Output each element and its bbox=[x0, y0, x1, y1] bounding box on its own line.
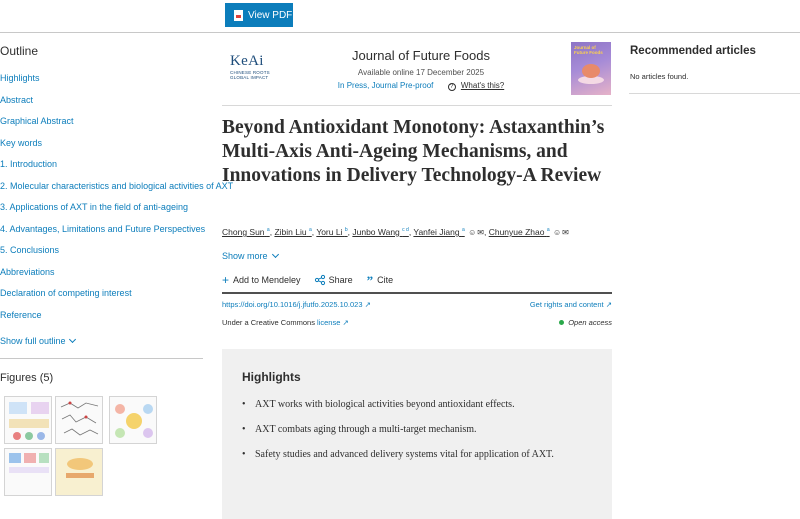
question-circle-icon: ? bbox=[448, 83, 456, 91]
external-link-icon: ↗ bbox=[605, 300, 612, 309]
author-name: Junbo Wang bbox=[352, 227, 400, 237]
figure-thumbnail-1[interactable] bbox=[4, 396, 52, 444]
outline-item-advantages[interactable]: 4. Advantages, Limitations and Future Perspectives bbox=[0, 223, 206, 234]
doi-text: https://doi.org/10.1016/j.jfutfo.2025.10.023 bbox=[222, 300, 363, 309]
journal-cover-image[interactable] bbox=[571, 42, 611, 95]
open-access-dot-icon bbox=[559, 320, 564, 325]
author-list: Chong Sun $^a$, Zibin Liu $^a$, Yoru Li $^b$, Junbo Wang $^{c d}$, Yanfei Jiang $^a$ ☺✉, Chunyue Zhao $^a$ ☺✉ bbox=[222, 227, 569, 237]
chevron-down-icon bbox=[69, 336, 76, 343]
outline-divider bbox=[0, 358, 203, 359]
actions-divider bbox=[222, 292, 612, 294]
doi-link[interactable] bbox=[222, 300, 371, 309]
outline-item-abbreviations[interactable]: Abbreviations bbox=[0, 266, 55, 277]
highlight-item: • AXT works with biological activities beyond antioxidant effects. bbox=[242, 398, 562, 412]
figure-thumbnail-4[interactable] bbox=[4, 448, 52, 496]
author-link[interactable] bbox=[222, 227, 270, 237]
author-name: Yoru Li bbox=[316, 227, 343, 237]
article-actions bbox=[222, 272, 394, 288]
get-rights-text: Get rights and content bbox=[529, 300, 604, 309]
chevron-down-icon bbox=[271, 251, 278, 258]
share-label: Share bbox=[328, 275, 353, 285]
license-link-text: license bbox=[317, 318, 341, 327]
author-name: Yanfei Jiang bbox=[413, 227, 460, 237]
author-link[interactable] bbox=[413, 227, 464, 237]
highlight-item: • AXT combats aging through a multi-target mechanism. bbox=[242, 423, 562, 437]
quote-icon: ” bbox=[366, 272, 374, 288]
outline-item-reference[interactable]: Reference bbox=[0, 309, 42, 320]
cite-button[interactable] bbox=[366, 272, 394, 288]
outline-title: Outline bbox=[0, 44, 39, 58]
outline-item-introduction[interactable]: 1. Introduction bbox=[0, 159, 58, 169]
highlights-list bbox=[242, 398, 562, 473]
license-link[interactable] bbox=[317, 318, 349, 327]
outline-item-conclusions[interactable]: 5. Conclusions bbox=[0, 245, 60, 255]
outline-list bbox=[0, 73, 234, 331]
outline-item-graphical-abstract[interactable]: Graphical Abstract bbox=[0, 116, 74, 126]
license-prefix: Under a Creative Commons bbox=[222, 318, 315, 327]
cite-label: Cite bbox=[377, 275, 394, 285]
highlights-title: Highlights bbox=[242, 370, 301, 384]
outline-item-highlights[interactable]: Highlights bbox=[0, 73, 40, 83]
figure-thumbnail-2[interactable] bbox=[55, 396, 103, 444]
affiliation-sup: a bbox=[266, 227, 270, 234]
show-full-outline-button[interactable] bbox=[0, 336, 75, 346]
whats-this-link[interactable]: What's this? bbox=[460, 81, 505, 90]
figure-thumbnail-3[interactable] bbox=[109, 396, 157, 444]
person-icon: ☺ bbox=[553, 228, 562, 237]
journal-title-link[interactable]: Journal of Future Foods bbox=[351, 48, 491, 63]
add-to-mendeley-button[interactable] bbox=[222, 272, 301, 287]
figure-2-graphic bbox=[56, 397, 104, 445]
available-online-date: Available online 17 December 2025 bbox=[357, 68, 485, 77]
journal-pre-proof-link[interactable]: In Press, Journal Pre-proof bbox=[337, 81, 434, 90]
share-icon bbox=[315, 275, 325, 285]
keai-logo-tagline-2: GLOBAL IMPACT bbox=[230, 75, 269, 80]
author-name: Zibin Liu bbox=[274, 227, 307, 237]
figure-4-graphic bbox=[5, 449, 53, 497]
envelope-icon[interactable]: ✉ bbox=[477, 228, 484, 237]
add-to-mendeley-label: Add to Mendeley bbox=[233, 275, 301, 285]
header-divider bbox=[222, 105, 612, 106]
outline-item-declaration[interactable]: Declaration of competing interest bbox=[0, 288, 132, 298]
cover-food-graphic bbox=[582, 64, 600, 78]
show-more-button[interactable] bbox=[222, 251, 278, 261]
figure-1-graphic bbox=[5, 397, 53, 445]
figure-5-graphic bbox=[56, 449, 104, 497]
get-rights-link[interactable] bbox=[530, 300, 612, 309]
figures-title: Figures (5) bbox=[0, 372, 54, 384]
affiliation-sup: c d bbox=[402, 227, 409, 234]
author-link[interactable] bbox=[352, 227, 408, 237]
outline-item-applications[interactable]: 3. Applications of AXT in the field of anti-ageing bbox=[0, 202, 188, 212]
open-access-label: Open access bbox=[568, 318, 612, 327]
view-pdf-button[interactable] bbox=[225, 3, 293, 27]
recommended-title: Recommended articles bbox=[630, 45, 756, 57]
article-status-line bbox=[222, 81, 620, 91]
figure-thumbnail-5[interactable] bbox=[55, 448, 103, 496]
affiliation-sup: a bbox=[461, 227, 465, 234]
affiliation-sup: a bbox=[308, 227, 312, 234]
author-name: Chunyue Zhao bbox=[488, 227, 545, 237]
recommended-divider bbox=[629, 93, 800, 94]
top-toolbar bbox=[0, 0, 800, 33]
cover-title-line-2: Future Foods bbox=[574, 50, 603, 55]
affiliation-sup: b bbox=[344, 227, 348, 234]
outline-item-key-words[interactable]: Key words bbox=[0, 137, 43, 148]
outline-item-molecular-characteristics[interactable]: 2. Molecular characteristics and biological activities of AXT bbox=[0, 180, 234, 191]
highlight-item: • Safety studies and advanced delivery systems vital for application of AXT. bbox=[242, 448, 562, 462]
cover-title bbox=[574, 45, 603, 55]
open-access-badge bbox=[559, 318, 612, 327]
author-link[interactable] bbox=[489, 227, 550, 237]
author-name: Chong Sun bbox=[222, 227, 265, 237]
show-full-outline-label: Show full outline bbox=[0, 336, 66, 346]
share-button[interactable] bbox=[315, 275, 353, 285]
envelope-icon[interactable]: ✉ bbox=[562, 228, 569, 237]
view-pdf-label: View PDF bbox=[248, 9, 293, 21]
cover-title-line-1: Journal of bbox=[574, 45, 596, 50]
figure-3-graphic bbox=[110, 397, 158, 445]
highlights-box bbox=[222, 349, 612, 519]
person-icon: ☺ bbox=[468, 228, 477, 237]
author-link[interactable] bbox=[274, 227, 311, 237]
external-link-icon: ↗ bbox=[342, 318, 349, 327]
plus-icon: + bbox=[222, 272, 230, 287]
recommended-empty-message: No articles found. bbox=[630, 72, 689, 81]
keai-logo-text: KeAi bbox=[230, 53, 264, 69]
license-line bbox=[222, 318, 349, 327]
keai-logo-tagline-1: CHINESE ROOTS bbox=[230, 70, 270, 75]
article-title: Beyond Antioxidant Monotony: Astaxanthin’s Multi-Axis Anti-Ageing Mechanisms, and Innovations in Delivery Technology-A Review bbox=[222, 117, 605, 186]
outline-item-abstract[interactable]: Abstract bbox=[0, 94, 34, 105]
show-more-label: Show more bbox=[222, 251, 268, 261]
external-link-icon: ↗ bbox=[364, 300, 371, 309]
affiliation-sup: a bbox=[546, 227, 550, 234]
author-link[interactable] bbox=[316, 227, 347, 237]
pdf-file-icon bbox=[234, 10, 243, 21]
